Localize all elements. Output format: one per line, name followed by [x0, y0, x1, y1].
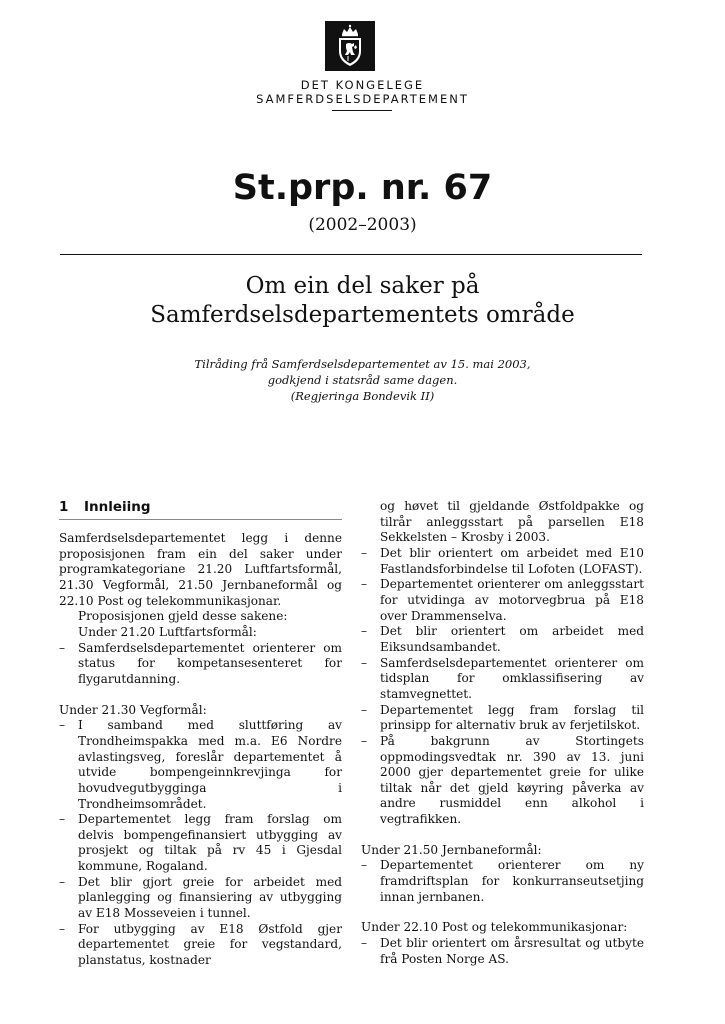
subject-line2: Samferdselsdepartementets område [150, 302, 575, 328]
list-item-text: Det blir orientert om arbeidet med Eiksundsambandet. [380, 624, 644, 654]
list-marker: – [59, 640, 66, 655]
list-item-text: Samferdselsdepartementet orienterer om status for kompetansesenteret for flygarutdanning. [78, 640, 342, 686]
title-divider [60, 254, 642, 255]
list-item-text: Departementet legg fram forslag til prinsipp for alternativ bruk av ferjetilskot. [380, 702, 644, 733]
section-number: 1 [59, 499, 69, 515]
group-heading-post-telecom: Under 22.10 Post og telekommunikasjonar: [361, 920, 628, 935]
list-item-text: Det blir orientert om årsresultat og utbyte frå Posten Norge AS. [380, 936, 644, 966]
list-item-text: I samband med sluttføring av Trondheimspakka med m.a. E6 Nordre avlastingsveg, foreslår departementet å utvide bompengeinnkrevjinga for hovudvegutbygginga i Trondheimsområdet. [78, 718, 342, 811]
approval-line1: Tilråding frå Samferdselsdepartementet av 15. mai 2003, [194, 357, 531, 371]
list-item-text: På bakgrunn av Stortingets oppmodingsvedtak nr. 390 av 13. juni 2000 gjer departementet greie for ulike tiltak når det gjeld køyring påverka av andre rusmiddel enn alkohol i vegtrafikken. [380, 733, 644, 827]
list-item [361, 936, 644, 967]
right-column [361, 499, 644, 967]
document-subject [0, 272, 725, 330]
list-marker: – [361, 577, 368, 592]
subject-line1: Om ein del saker på [245, 273, 480, 299]
list-item-text: For utbygging av E18 Østfold gjer departementet greie for vegstandard, planstatus, kostnader [78, 921, 342, 968]
list-marker: – [361, 733, 368, 748]
approval-note [0, 356, 725, 404]
department-name-line1: DET KONGELEGE [300, 78, 425, 92]
intro-paragraph-2: Proposisjonen gjeld desse sakene: [78, 609, 288, 624]
list-item [361, 577, 644, 624]
list-item [361, 624, 644, 655]
list-item-continuation: og høvet til gjeldande Østfoldpakke og tilrår anleggsstart på parsellen E18 Sekkelsten – Krosby i 2003. [380, 499, 644, 545]
list-item-text: Det blir gjort greie for arbeidet med planlegging og finansiering av utbygging av E18 Mosseveien i tunnel. [78, 874, 342, 921]
intro-paragraph: Samferdselsdepartementet legg i denne proposisjonen fram ein del saker under programkategoriane 21.20 Luftfartsformål, 21.30 Vegformål, 21.50 Jernbaneformål og 22.10 Post og telekommunikasjonar. [59, 531, 342, 608]
list-item [59, 718, 342, 812]
list-item [361, 546, 644, 577]
list-marker: – [361, 624, 368, 639]
list-item [59, 641, 342, 688]
royal-coat-of-arms-icon [325, 21, 375, 71]
list-item [361, 858, 644, 905]
list-item [361, 656, 644, 703]
list-item [361, 734, 644, 828]
list-marker: – [59, 718, 66, 733]
section-heading [59, 498, 342, 520]
list-item-text: Samferdselsdepartementet orienterer om tidsplan for omklassifisering av stamvegnettet. [380, 655, 644, 701]
list-marker: – [361, 655, 368, 670]
list-marker: – [361, 936, 368, 951]
list-marker: – [59, 874, 66, 889]
list-marker: – [361, 858, 368, 873]
group-heading-railway: Under 21.50 Jernbaneformål: [361, 842, 542, 857]
department-name-line2: SAMFERDSELSDEPARTEMENT [256, 92, 469, 106]
list-item-text: Departementet orienterer om anleggsstart for utvidinga av motorvegbrua på E18 over Drammenselva. [380, 577, 644, 623]
approval-line3: (Regjeringa Bondevik II) [290, 389, 435, 403]
list-marker: – [361, 545, 368, 560]
list-item-text: Departementet orienterer om ny framdriftsplan for konkurranseutsetjing innan jernbanen. [380, 858, 644, 904]
parliamentary-session: (2002–2003) [308, 215, 417, 235]
list-item [59, 812, 342, 875]
list-marker: – [59, 812, 66, 827]
list-item [361, 703, 644, 734]
header-divider [332, 110, 392, 111]
approval-line2: godkjend i statsråd same dagen. [267, 373, 458, 387]
section-title: Innleiing [84, 499, 151, 515]
left-column [59, 498, 342, 969]
group-heading-roads: Under 21.30 Vegformål: [59, 702, 207, 717]
list-item [59, 875, 342, 922]
list-marker: – [361, 702, 368, 717]
list-item-text: Departementet legg fram forslag om delvis bompengefinansiert utbygging av prosjekt og tiltak på rv 45 i Gjesdal kommune, Rogaland. [78, 812, 342, 874]
document-title: St.prp. nr. 67 [232, 168, 493, 208]
group-heading-aviation: Under 21.20 Luftfartsformål: [78, 624, 257, 639]
list-item [59, 922, 342, 969]
coat-of-arms-graphic [325, 21, 375, 71]
list-marker: – [59, 921, 66, 936]
list-item-text: Det blir orientert om arbeidet med E10 Fastlandsforbindelse til Lofoten (LOFAST). [380, 545, 644, 576]
